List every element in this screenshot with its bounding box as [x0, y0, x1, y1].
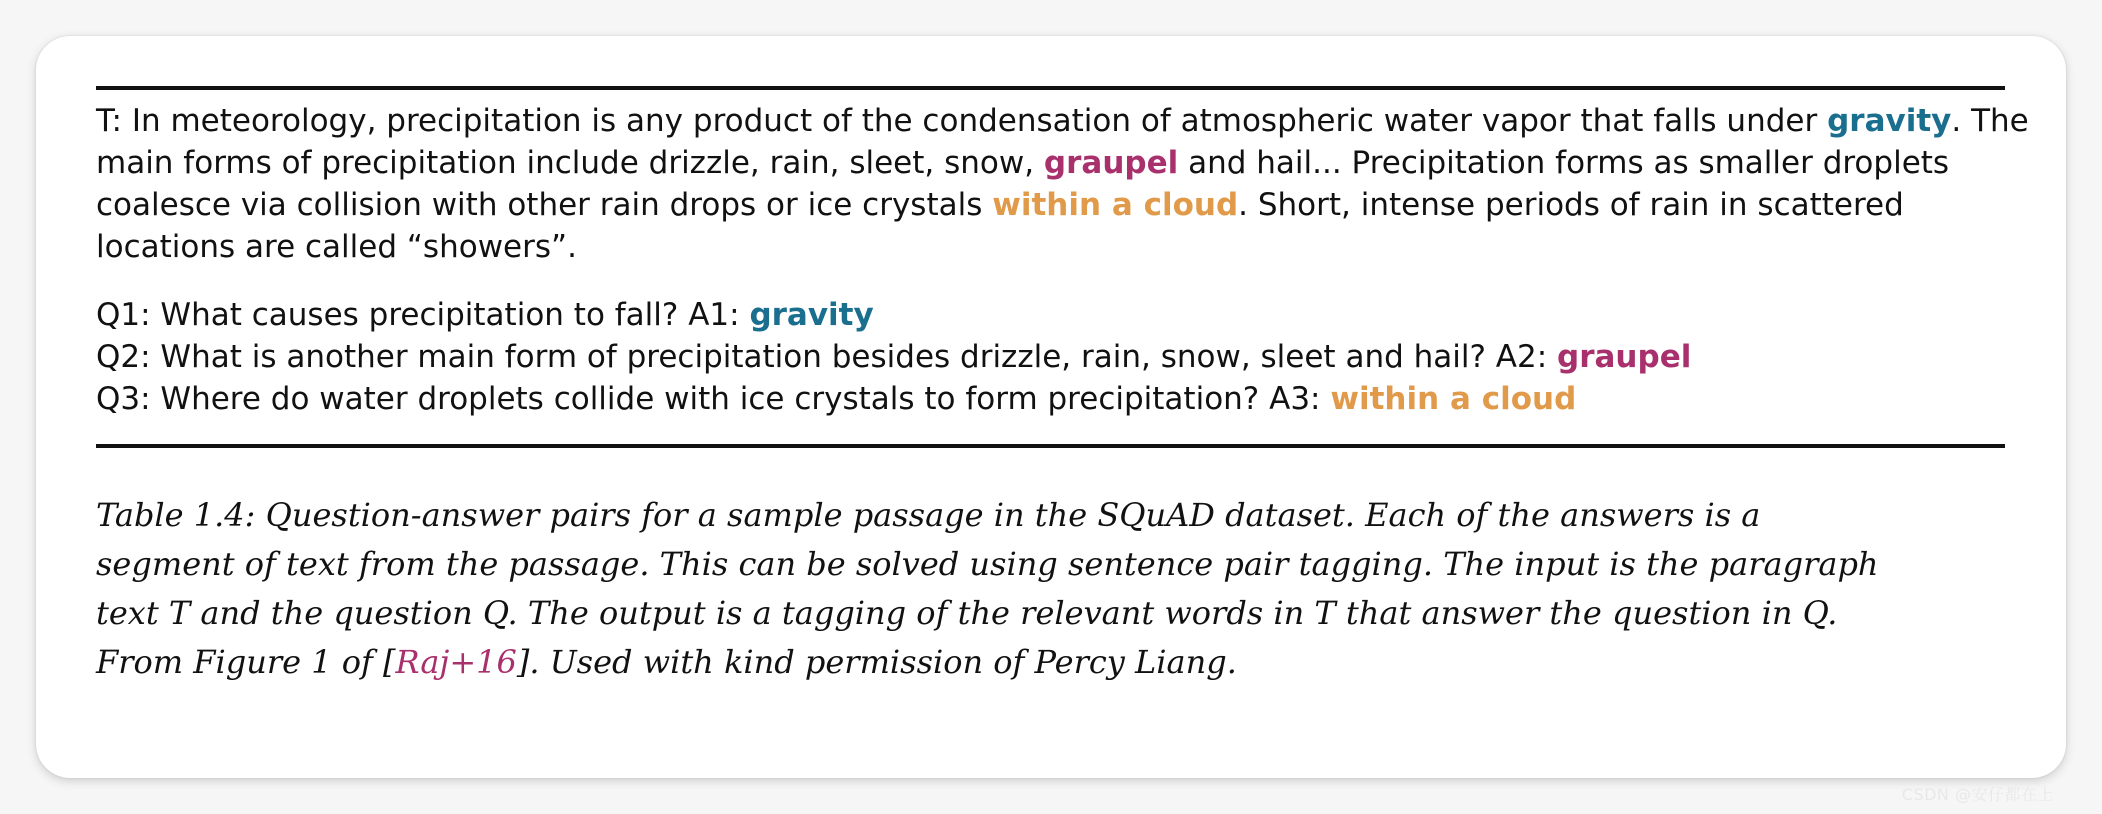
qa-item-1 [96, 294, 2008, 336]
passage-line-3-post: . Short, intense periods of rain in scattered [1238, 187, 1904, 223]
passage-text [96, 100, 2029, 268]
question-1: Q1: What causes precipitation to fall? A1: [96, 297, 750, 333]
caption-line-4 [96, 638, 2008, 687]
citation-link[interactable]: Raj+16 [395, 643, 517, 681]
passage-line-4: locations are called “showers”. [96, 229, 577, 265]
watermark: CSDN @安仔都在上 [1901, 785, 2054, 804]
caption-line-4-post: ]. Used with kind permission of Percy Liang. [516, 643, 1237, 681]
figure-card [36, 36, 2066, 778]
table-caption [96, 491, 2008, 687]
qa-item-2 [96, 336, 2008, 378]
answer-3: within a cloud [1330, 381, 1577, 417]
highlight-gravity: gravity [1827, 103, 1952, 139]
answer-1: gravity [749, 297, 874, 333]
caption-line-2: segment of text from the passage. This can be solved using sentence pair tagging. The input is the paragraph [96, 545, 1879, 583]
passage-line-1-post: . The [1951, 103, 2029, 139]
passage-line-3-pre: coalesce via collision with other rain drops or ice crystals [96, 187, 993, 223]
question-2: Q2: What is another main form of precipitation besides drizzle, rain, snow, sleet and hail? A2: [96, 339, 1558, 375]
highlight-within-a-cloud: within a cloud [992, 187, 1239, 223]
passage-line-2-post: and hail... Precipitation forms as smaller droplets [1178, 145, 1950, 181]
qa-list [96, 294, 2008, 420]
passage-line-2-pre: main forms of precipitation include drizzle, rain, sleet, snow, [96, 145, 1044, 181]
answer-2: graupel [1557, 339, 1692, 375]
passage-line-1-pre: T: In meteorology, precipitation is any product of the condensation of atmospheric water vapor that falls under [96, 103, 1828, 139]
passage-line-2 [96, 142, 2008, 184]
caption-line-3: text T and the question Q. The output is a tagging of the relevant words in T that answer the question in Q. [96, 594, 1838, 632]
passage-line-3 [96, 184, 2008, 226]
bottom-rule [96, 444, 2005, 448]
question-3: Q3: Where do water droplets collide with ice crystals to form precipitation? A3: [96, 381, 1331, 417]
passage-line-1 [96, 100, 2029, 142]
caption-line-4-pre: From Figure 1 of [ [96, 643, 396, 681]
top-rule [96, 86, 2005, 90]
highlight-graupel: graupel [1043, 145, 1179, 181]
caption-line-1: Table 1.4: Question-answer pairs for a sample passage in the SQuAD dataset. Each of the answers is a [96, 496, 1761, 534]
qa-item-3 [96, 378, 2008, 420]
